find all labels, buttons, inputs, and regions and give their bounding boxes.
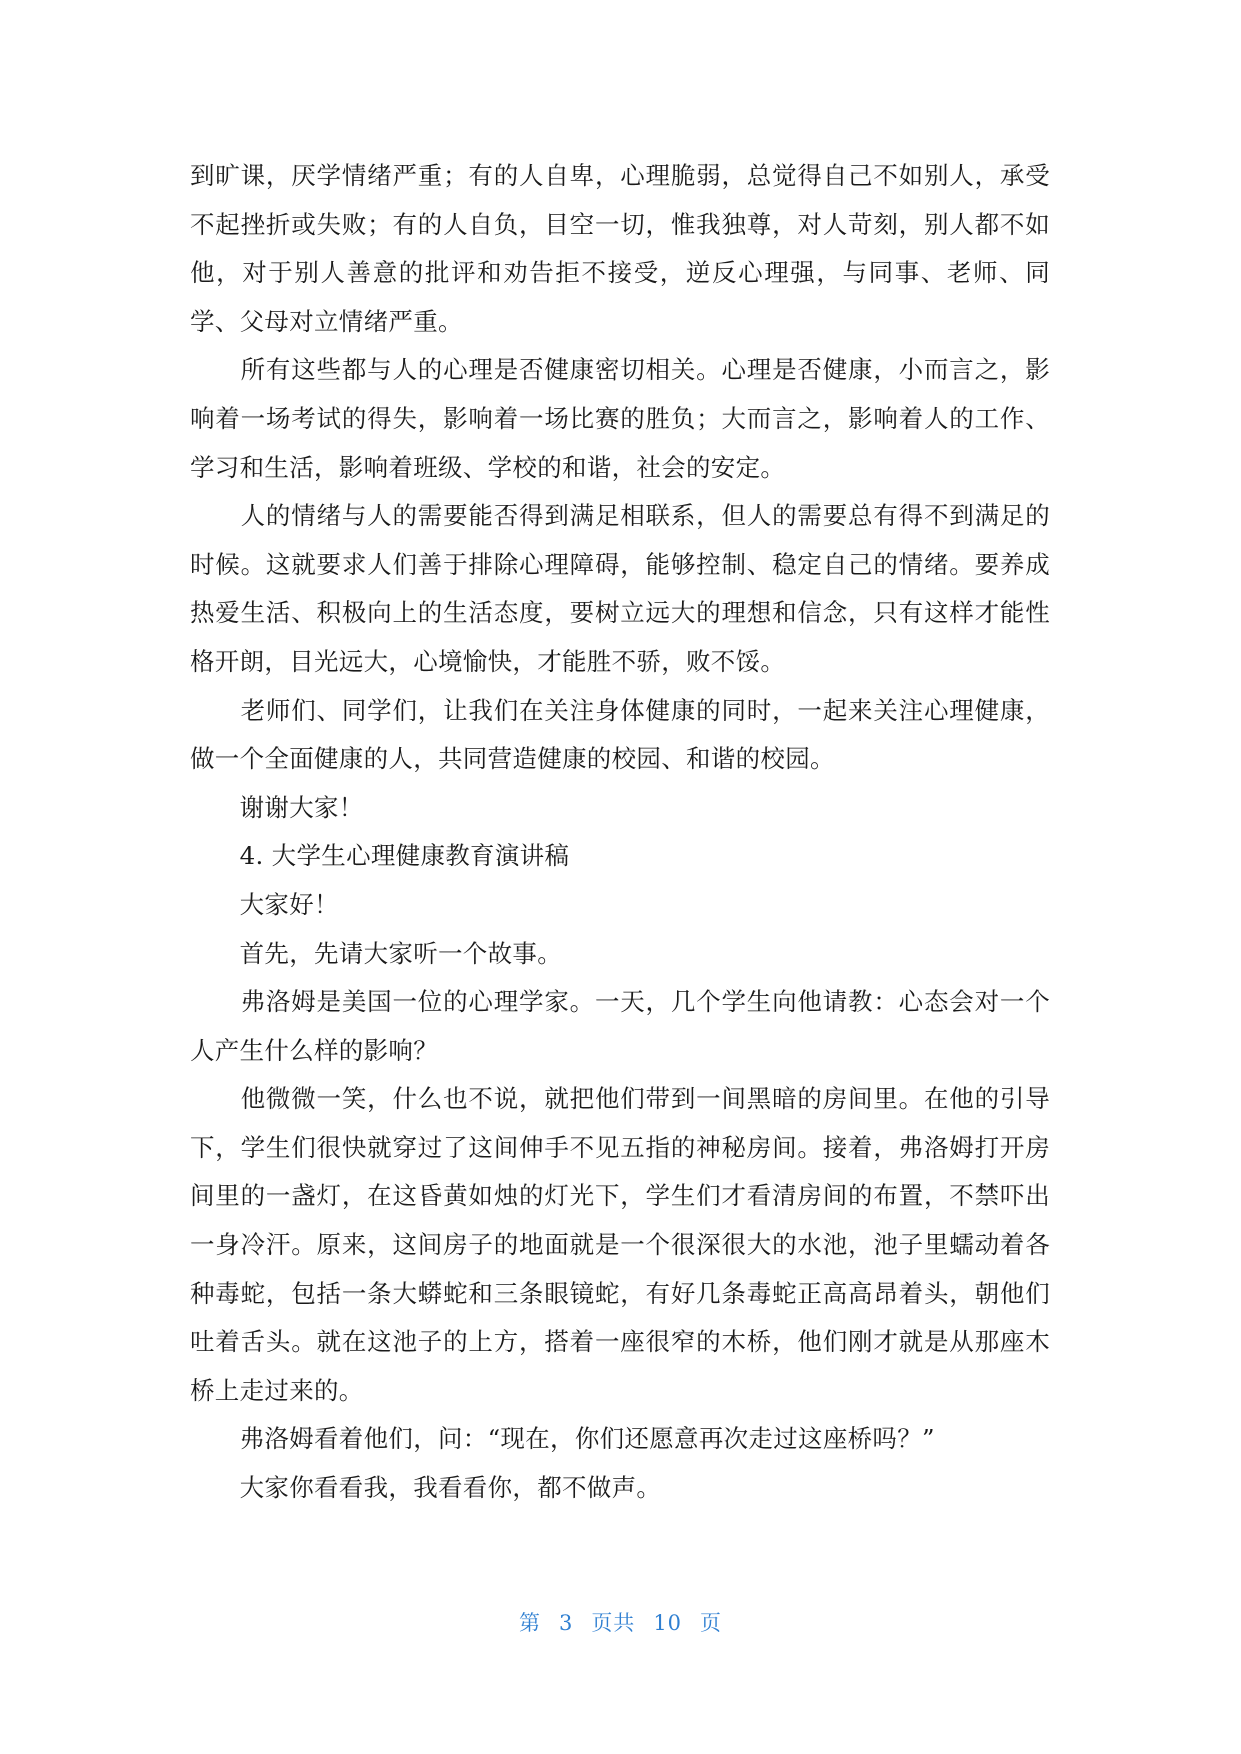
section-heading: 4. 大学生心理健康教育演讲稿 bbox=[190, 841, 570, 871]
page-number-footer bbox=[0, 1607, 1241, 1637]
paragraph: 弗洛姆看着他们，问：“现在，你们还愿意再次走过这座桥吗？” bbox=[190, 1424, 935, 1454]
paragraph: 大家你看看我，我看看你，都不做声。 bbox=[190, 1473, 662, 1503]
document-body bbox=[190, 152, 1050, 1513]
page-suffix: 页 bbox=[700, 1611, 723, 1635]
paragraph: 到旷课，厌学情绪严重；有的人自卑，心理脆弱，总觉得自己不如别人，承受不起挫折或失败；有的人自负，目空一切，惟我独尊，对人苛刻，别人都不如他，对于别人善意的批评和劝告拒不接受，逆反心理强，与同事、老师、同学、父母对立情绪严重。 bbox=[190, 161, 1050, 336]
paragraph: 他微微一笑，什么也不说，就把他们带到一间黑暗的房间里。在他的引导下，学生们很快就穿过了这间伸手不见五指的神秘房间。接着，弗洛姆打开房间里的一盏灯，在这昏黄如烛的灯光下，学生们才看清房间的布置，不禁吓出一身冷汗。原来，这间房子的地面就是一个很深很大的水池，池子里蠕动着各种毒蛇，包括一条大蟒蛇和三条眼镜蛇，有好几条毒蛇正高高昂着头，朝他们吐着舌头。就在这池子的上方，搭着一座很窄的木桥，他们刚才就是从那座木桥上走过来的。 bbox=[190, 1084, 1050, 1405]
paragraph: 所有这些都与人的心理是否健康密切相关。心理是否健康，小而言之，影响着一场考试的得失，影响着一场比赛的胜负；大而言之，影响着人的工作、学习和生活，影响着班级、学校的和谐，社会的安定。 bbox=[190, 355, 1050, 482]
page-current: 3 bbox=[558, 1611, 574, 1635]
paragraph: 大家好！ bbox=[190, 889, 339, 919]
paragraph: 首先，先请大家听一个故事。 bbox=[190, 938, 562, 968]
paragraph: 老师们、同学们，让我们在关注身体健康的同时，一起来关注心理健康，做一个全面健康的人，共同营造健康的校园、和谐的校园。 bbox=[190, 695, 1050, 774]
page-prefix: 第 bbox=[518, 1611, 541, 1635]
page-middle: 页共 bbox=[591, 1611, 636, 1635]
paragraph: 人的情绪与人的需要能否得到满足相联系，但人的需要总有得不到满足的时候。这就要求人们善于排除心理障碍，能够控制、稳定自己的情绪。要养成热爱生活、积极向上的生活态度，要树立远大的理想和信念，只有这样才能性格开朗，目光远大，心境愉快，才能胜不骄，败不馁。 bbox=[190, 501, 1050, 676]
paragraph: 谢谢大家！ bbox=[190, 792, 364, 822]
paragraph: 弗洛姆是美国一位的心理学家。一天，几个学生向他请教：心态会对一个人产生什么样的影响？ bbox=[190, 987, 1050, 1065]
page-total: 10 bbox=[653, 1611, 683, 1635]
